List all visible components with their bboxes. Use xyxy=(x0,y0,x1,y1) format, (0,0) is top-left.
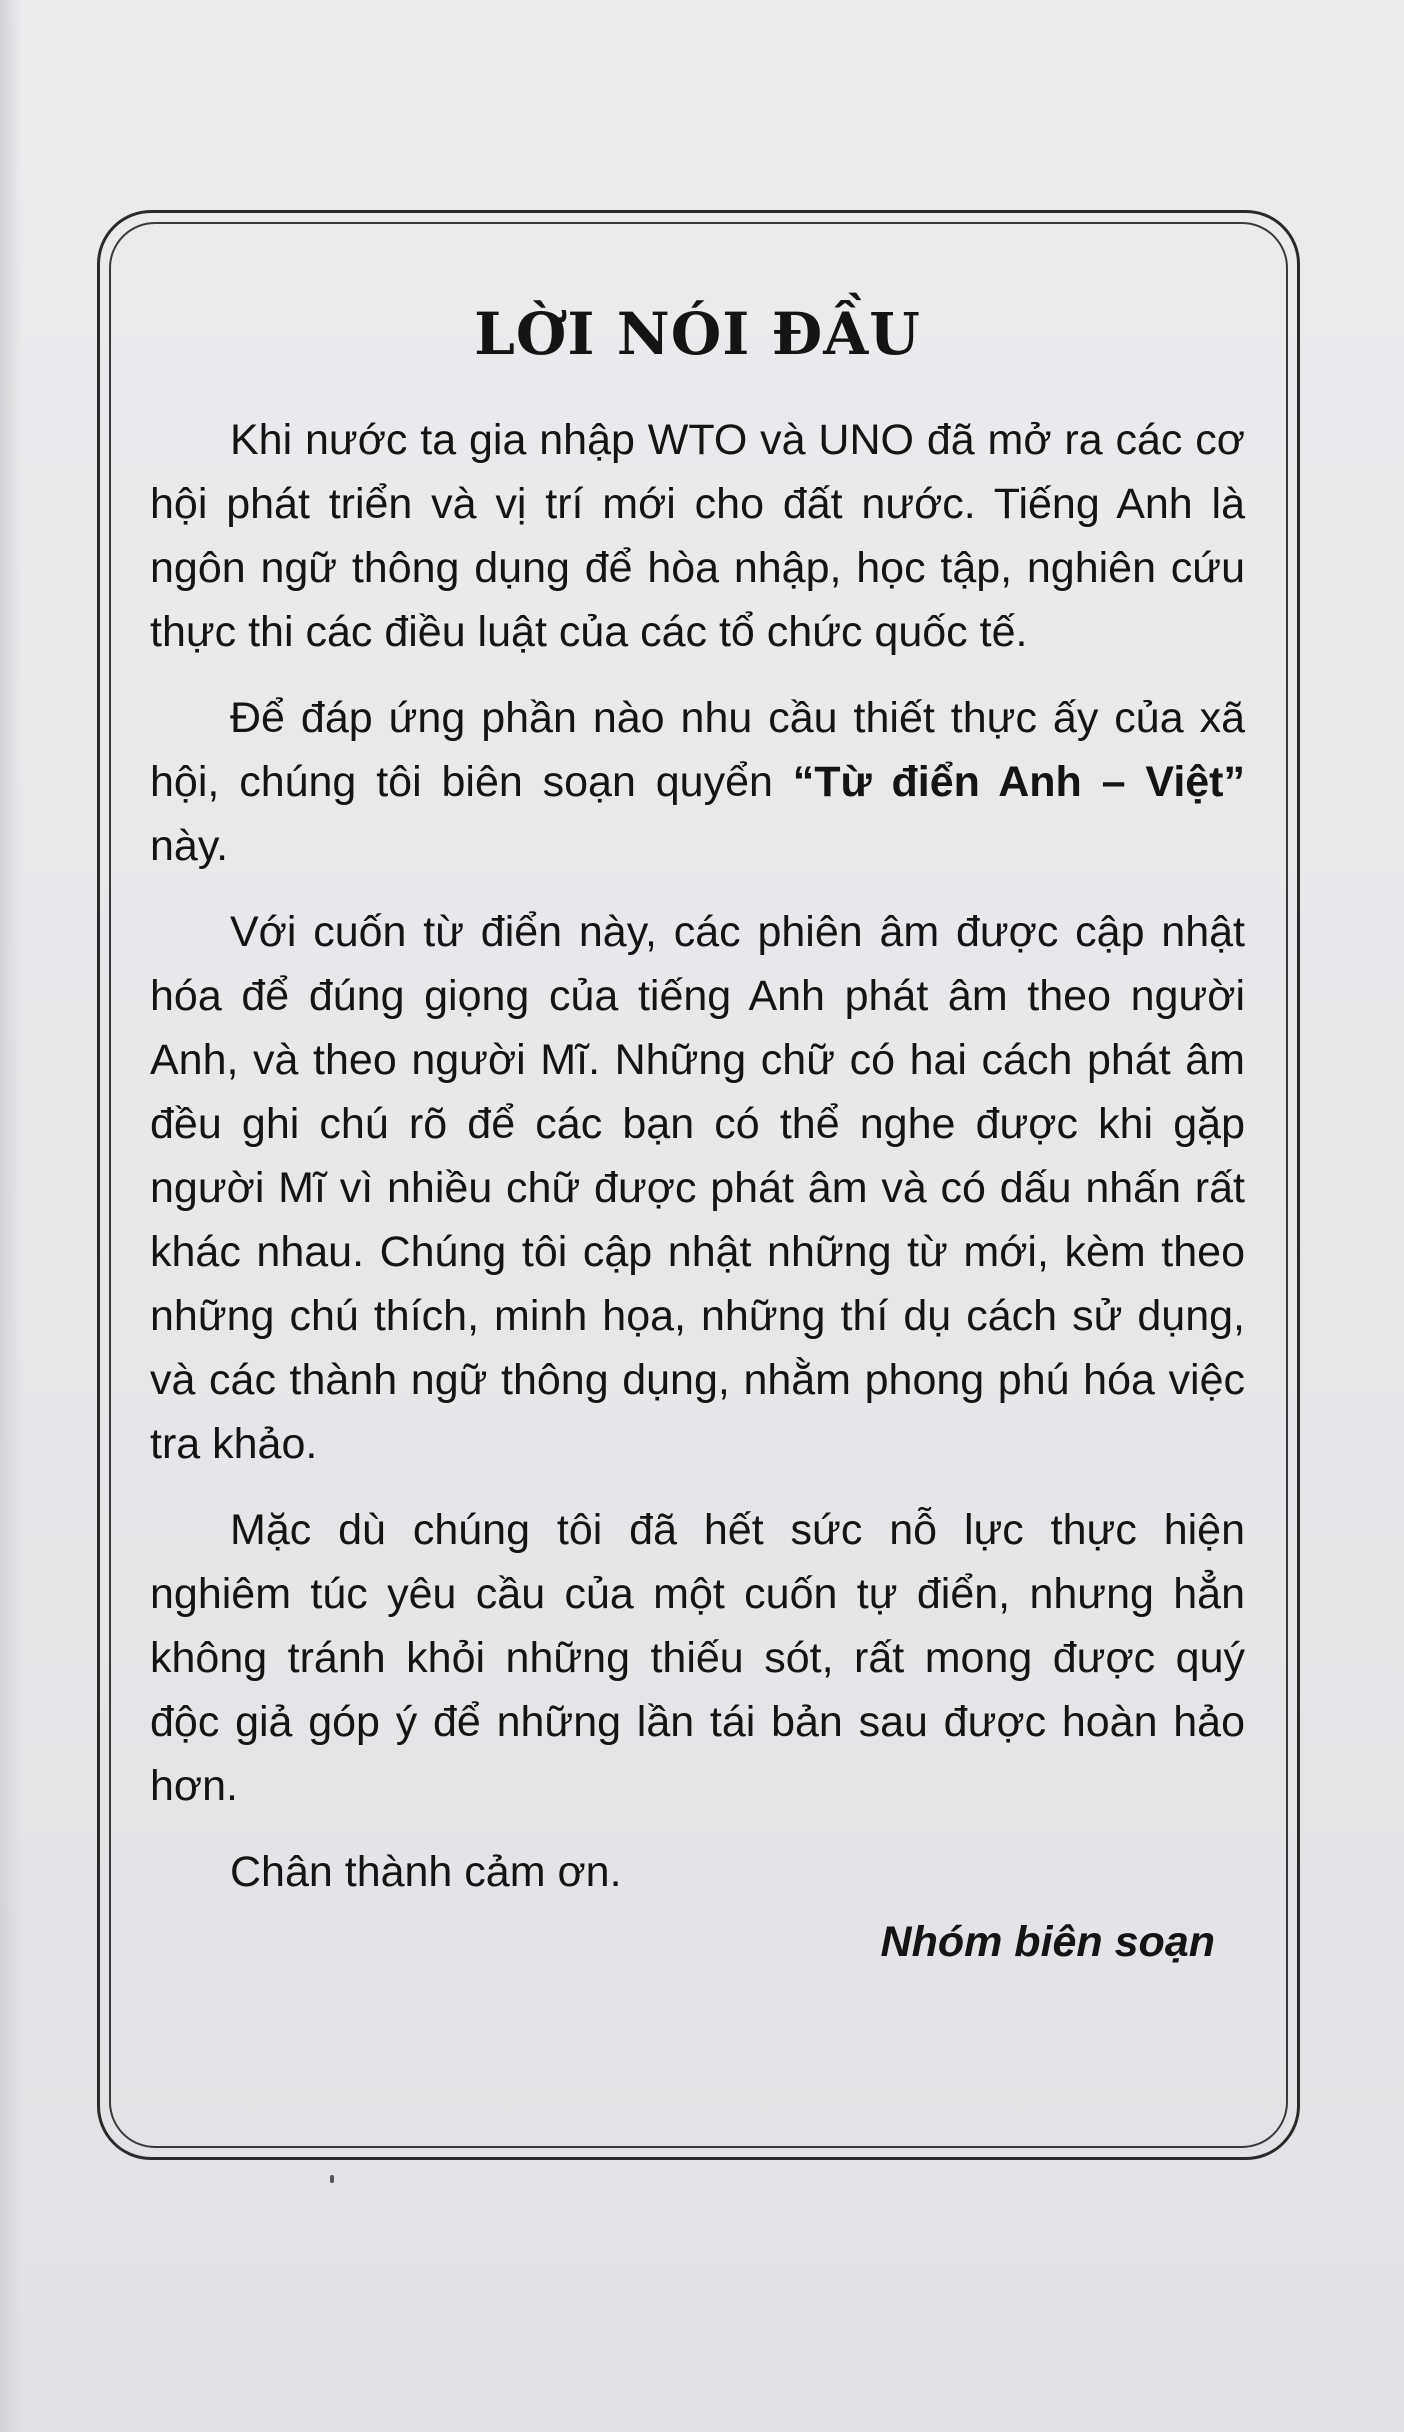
paragraph-2-text: Để đáp ứng phần nào nhu cầu thiết thực ấy của xã hội, chúng tôi biên soạn quyển xyxy=(150,693,1245,806)
closing-line: Chân thành cảm ơn. xyxy=(230,1847,622,1896)
page-title: LỜI NÓI ĐẦU xyxy=(474,300,921,368)
signature: Nhóm biên soạn xyxy=(880,1917,1215,1966)
book-title-emphasis: “Từ điển Anh – Việt” xyxy=(792,757,1245,806)
paragraph-3: Với cuốn từ điển này, các phiên âm được cập nhật hóa để đúng giọng của tiếng Anh phát âm theo người Anh, và theo người Mĩ. Những chữ có hai cách phát âm đều ghi chú rõ để các bạn có thể nghe được khi gặp người Mĩ vì nhiều chữ được phát âm và có dấu nhấn rất khác nhau. Chúng tôi cập nhật những từ mới, kèm theo những chú thích, minh họa, những thí dụ cách sử dụng, và các thành ngữ thông dụng, nhằm phong phú hóa việc tra khảo. xyxy=(150,907,1245,1468)
paragraph-2 xyxy=(150,686,1245,878)
paragraph-1: Khi nước ta gia nhập WTO và UNO đã mở ra các cơ hội phát triển và vị trí mới cho đất nước. Tiếng Anh là ngôn ngữ thông dụng để hòa nhập, học tập, nghiên cứu thực thi các điều luật của các tổ chức quốc tế. xyxy=(150,415,1245,656)
preface-content xyxy=(150,300,1245,1974)
paper-speck xyxy=(330,2175,334,2183)
paragraph-2-tail: này. xyxy=(150,821,229,870)
paragraph-4: Mặc dù chúng tôi đã hết sức nỗ lực thực hiện nghiêm túc yêu cầu của một cuốn tự điển, nhưng hẳn không tránh khỏi những thiếu sót, rất mong được quý độc giả góp ý để những lần tái bản sau được hoàn hảo hơn. xyxy=(150,1505,1245,1810)
